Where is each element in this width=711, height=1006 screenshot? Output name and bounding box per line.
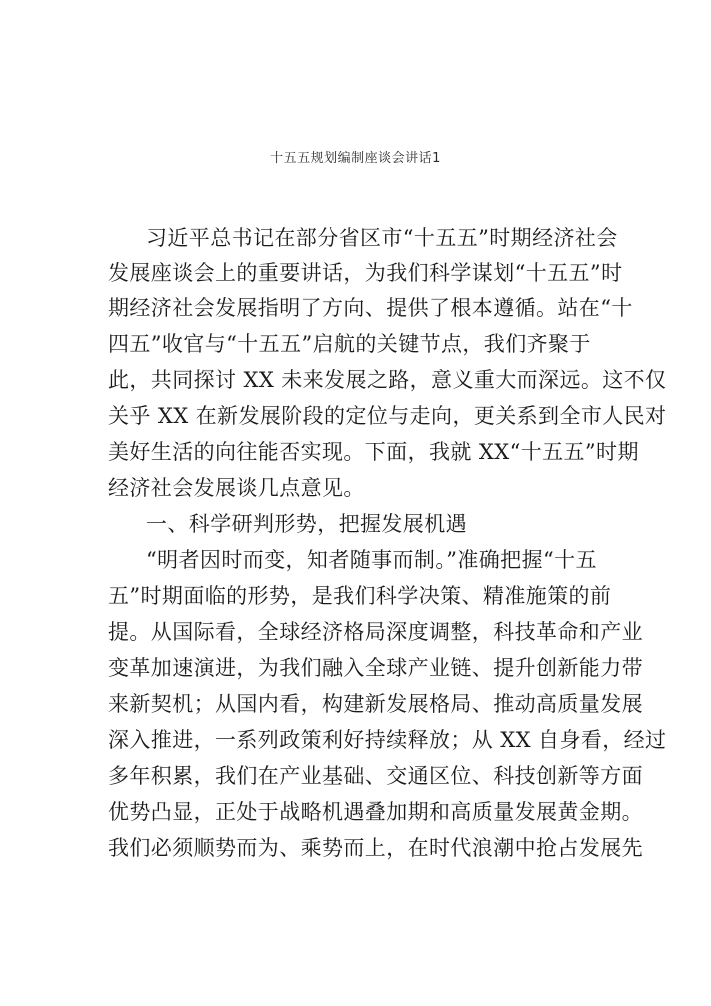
paragraph-line-16: 优势凸显，正处于战略机遇叠加期和高质量发展黄金期。 [108,800,643,824]
document-title: 十五五规划编制座谈会讲话1 [270,151,441,166]
paragraph-line-8: 经济社会发展谈几点意见。 [108,476,365,500]
paragraph-line-13: 来新契机；从国内看，构建新发展格局、推动高质量发展 [108,692,643,716]
paragraph-line-10: 五”时期面临的形势，是我们科学决策、精准施策的前 [108,584,612,608]
paragraph-line-1: 习近平总书记在部分省区市“十五五”时期经济社会 [146,226,618,250]
paragraph-line-6: 关乎 XX 在新发展阶段的定位与走向，更关系到全市人民对 [108,404,667,428]
paragraph-line-14: 深入推进，一系列政策利好持续释放；从 XX 自身看，经过 [108,728,667,752]
paragraph-line-9: “明者因时而变，知者随事而制。”准确把握“十五 [146,548,597,572]
paragraph-line-2: 发展座谈会上的重要讲话，为我们科学谋划“十五五”时 [108,261,623,285]
paragraph-line-4: 四五”收官与“十五五”启航的关键节点，我们齐聚于 [108,332,591,356]
section-heading: 一、科学研判形势，把握发展机遇 [146,512,467,536]
paragraph-line-3: 期经济社会发展指明了方向、提供了根本遵循。站在“十 [108,296,633,320]
paragraph-line-15: 多年积累，我们在产业基础、交通区位、科技创新等方面 [108,764,643,788]
paragraph-line-12: 变革加速演进，为我们融入全球产业链、提升创新能力带 [108,656,643,680]
paragraph-line-5: 此，共同探讨 XX 未来发展之路，意义重大而深远。这不仅 [108,368,667,392]
paragraph-line-7: 美好生活的向往能否实现。下面，我就 XX“十五五”时期 [108,440,639,464]
paragraph-line-11: 提。从国际看，全球经济格局深度调整，科技革命和产业 [108,620,643,644]
paragraph-line-17: 我们必须顺势而为、乘势而上，在时代浪潮中抢占发展先 [108,836,643,860]
